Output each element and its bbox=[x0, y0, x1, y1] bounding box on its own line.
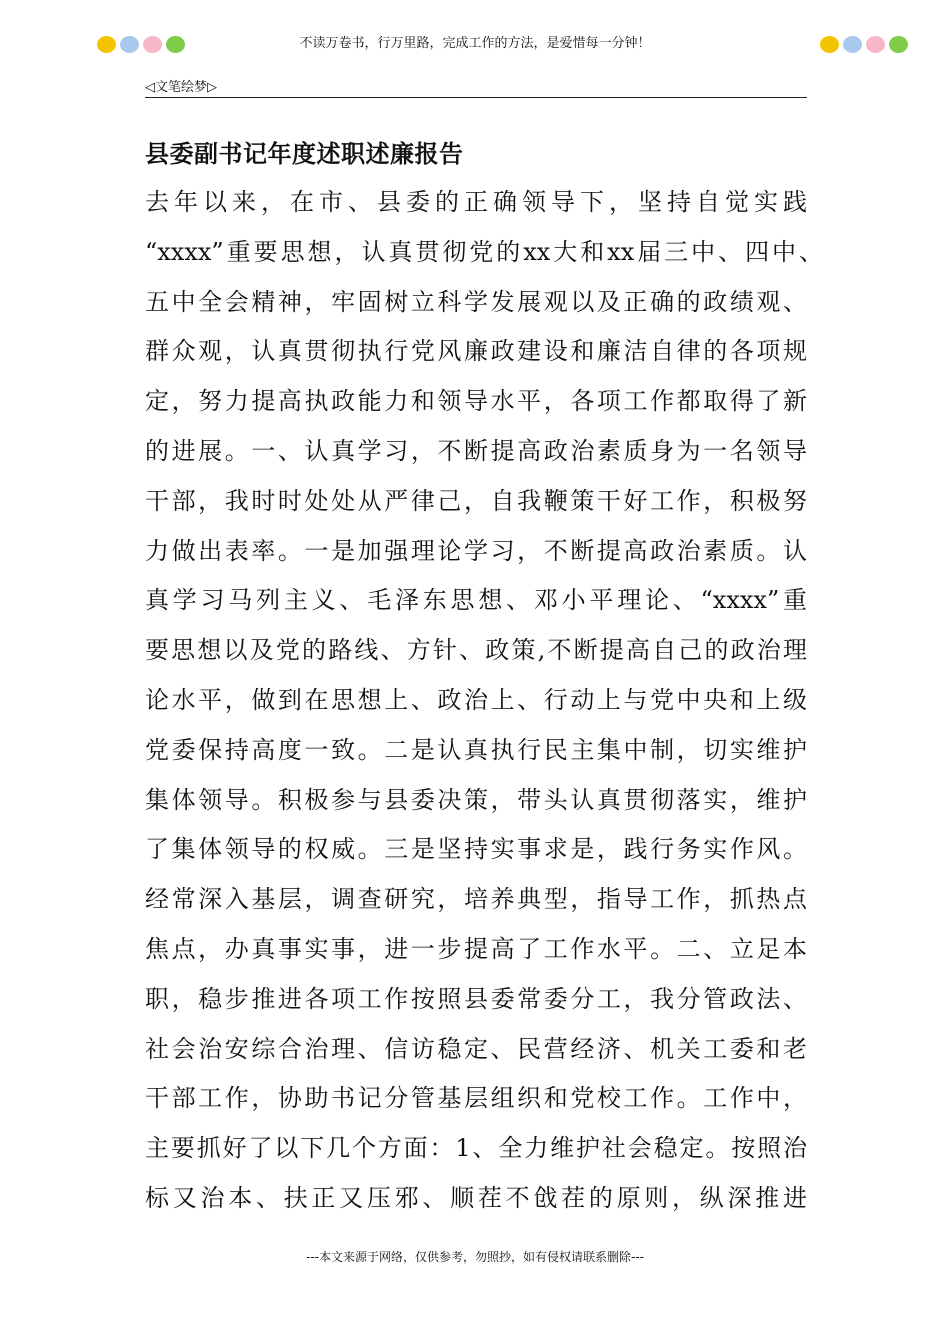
body-line: 职，稳步推进各项工作按照县委常委分工，我分管政法、 bbox=[145, 984, 807, 1013]
decorative-dots-right bbox=[820, 36, 908, 53]
body-line: 经常深入基层，调查研究，培养典型，指导工作，抓热点 bbox=[145, 885, 807, 914]
body-line: 主要抓好了以下几个方面：1、全力维护社会稳定。按照治 bbox=[145, 1134, 807, 1163]
body-line: 群众观，认真贯彻执行党风廉政建设和廉洁自律的各项规 bbox=[145, 337, 807, 366]
body-line: 干部，我时时处处从严律己，自我鞭策干好工作，积极努 bbox=[145, 486, 807, 515]
body-line: 的进展。一、认真学习，不断提高政治素质身为一名领导 bbox=[145, 436, 807, 465]
document-title: 县委副书记年度述职述廉报告 bbox=[145, 140, 464, 168]
body-line: 焦点，办真事实事，进一步提高了工作水平。二、立足本 bbox=[145, 934, 807, 963]
body-line: 党委保持高度一致。二是认真执行民主集中制，切实维护 bbox=[145, 735, 807, 764]
header-motto: 不读万卷书，行万里路，完成工作的方法，是爱惜每一分钟！ bbox=[299, 36, 651, 51]
blue-dot-icon bbox=[843, 36, 862, 53]
body-line: 集体领导。积极参与县委决策，带头认真贯彻落实，维护 bbox=[145, 785, 807, 814]
footer-disclaimer: ---本文来源于网络，仅供参考，勿照抄，如有侵权请联系删除--- bbox=[306, 1250, 644, 1264]
body-line: 真学习马列主义、毛泽东思想、邓小平理论、“xxxx”重 bbox=[145, 586, 807, 615]
yellow-dot-icon bbox=[820, 36, 839, 53]
body-line: “xxxx”重要思想，认真贯彻党的xx大和xx届三中、四中、 bbox=[145, 237, 823, 266]
document-body bbox=[145, 178, 845, 1224]
body-line: 干部工作，协助书记分管基层组织和党校工作。工作中， bbox=[145, 1084, 807, 1113]
body-line: 要思想以及党的路线、方针、政策,不断提高自己的政治理 bbox=[145, 636, 807, 665]
body-line: 标又治本、扶正又压邪、顺茬不戗茬的原则，纵深推进 bbox=[145, 1183, 807, 1212]
header-brand: ◁文笔绘梦▷ bbox=[145, 80, 217, 95]
body-line: 论水平，做到在思想上、政治上、行动上与党中央和上级 bbox=[145, 685, 807, 714]
body-line: 五中全会精神，牢固树立科学发展观以及正确的政绩观、 bbox=[145, 287, 807, 316]
body-line: 去年以来，在市、县委的正确领导下，坚持自觉实践 bbox=[145, 188, 807, 216]
body-line: 了集体领导的权威。三是坚持实事求是，践行务实作风。 bbox=[145, 835, 807, 864]
pink-dot-icon bbox=[866, 36, 885, 53]
body-line: 定，努力提高执政能力和领导水平，各项工作都取得了新 bbox=[145, 387, 807, 416]
body-line: 社会治安综合治理、信访稳定、民营经济、机关工委和老 bbox=[145, 1034, 807, 1063]
green-dot-icon bbox=[889, 36, 908, 53]
body-line: 力做出表率。一是加强理论学习，不断提高政治素质。认 bbox=[145, 536, 807, 565]
header-divider bbox=[145, 97, 807, 98]
